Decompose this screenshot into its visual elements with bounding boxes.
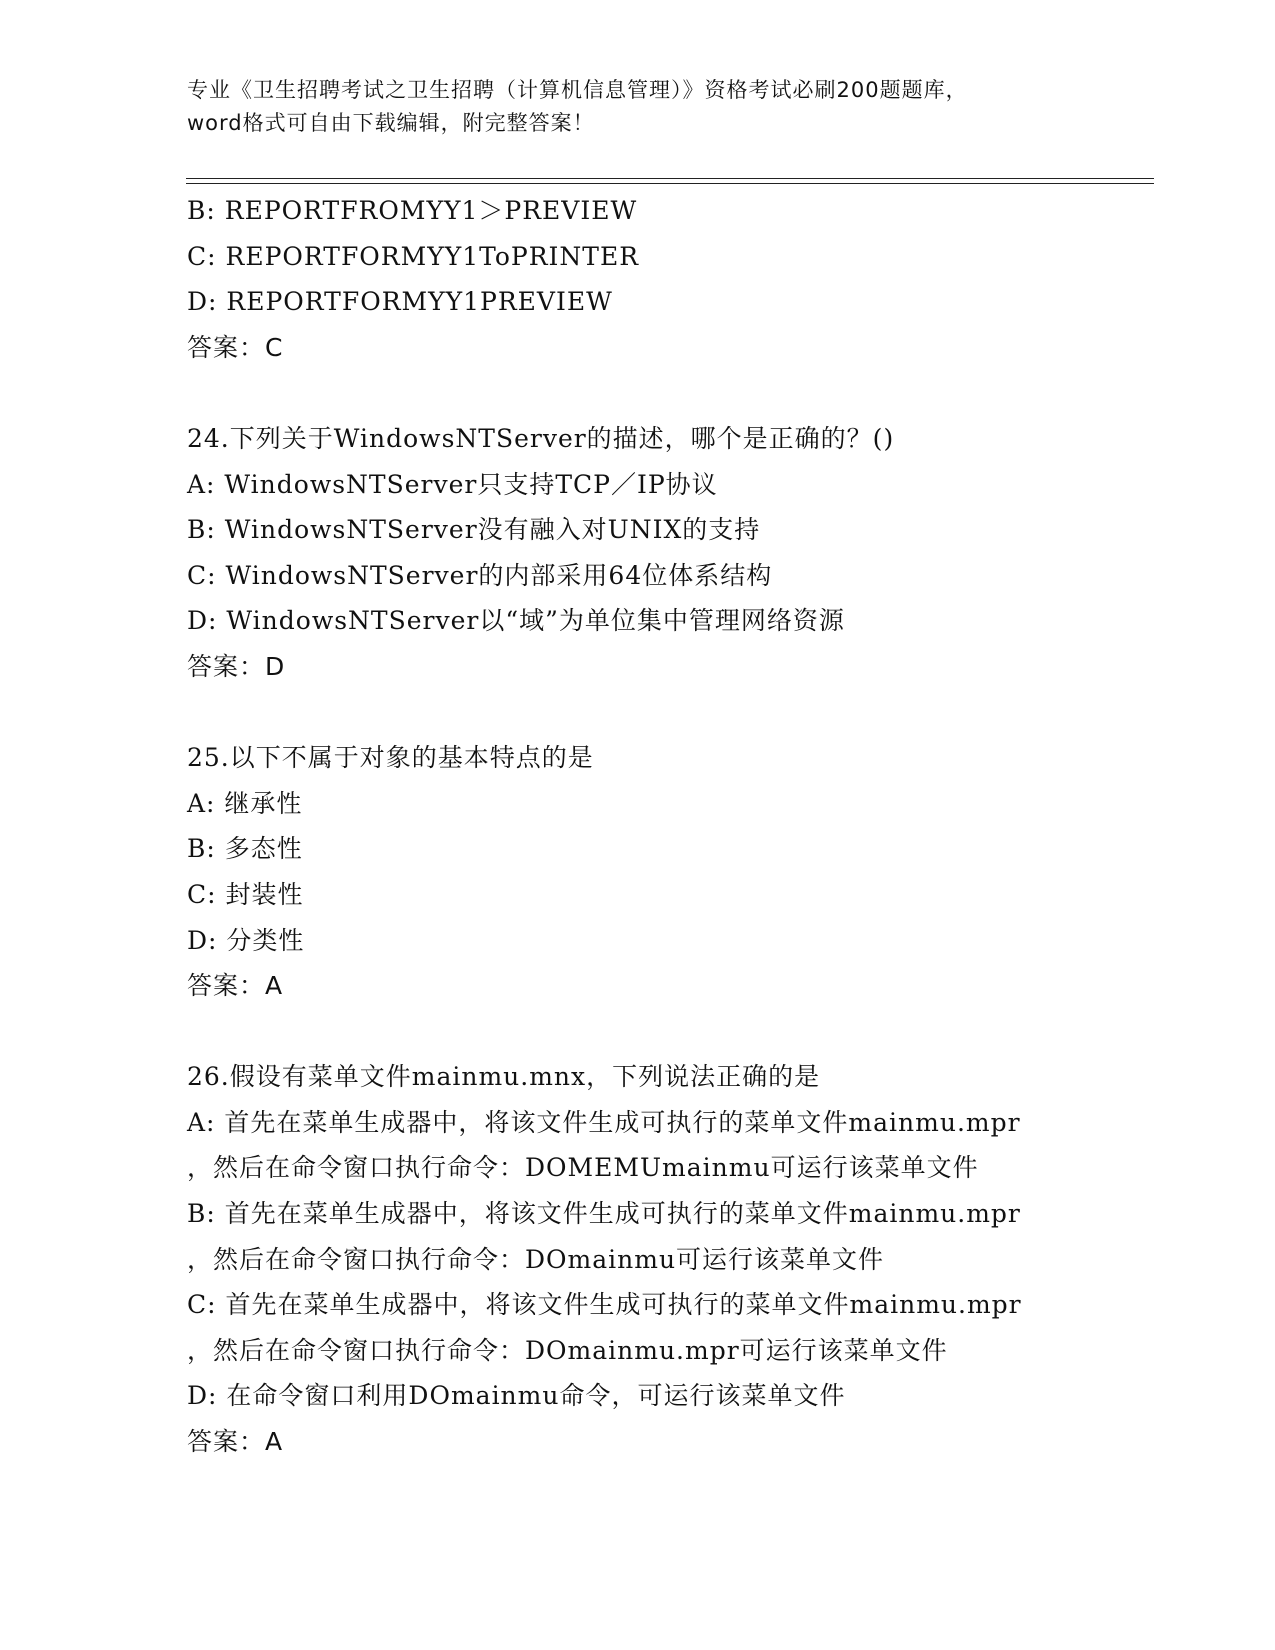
header-line-2: word格式可自由下载编辑，附完整答案！ xyxy=(187,111,595,135)
header-line-1: 专业《卫生招聘考试之卫生招聘（计算机信息管理）》资格考试必刷200题题库， xyxy=(187,78,968,102)
header-divider-bottom xyxy=(186,183,1154,184)
question-text: 26.假设有菜单文件mainmu.mnx，下列说法正确的是 xyxy=(187,1062,821,1092)
answer-line: 答案：C xyxy=(187,332,284,362)
option-b-continued: ，然后在命令窗口执行命令：DOmainmu可运行该菜单文件 xyxy=(187,1244,885,1274)
option-c: C: 封装性 xyxy=(187,879,304,909)
question-list xyxy=(187,188,1187,1465)
answer-line: 答案：A xyxy=(187,971,284,1001)
option-b: B: WindowsNTServer没有融入对UNIX的支持 xyxy=(187,515,761,545)
question-26 xyxy=(187,1054,1187,1464)
question-23-tail xyxy=(187,188,1187,370)
spacer xyxy=(187,690,1187,736)
spacer xyxy=(187,370,1187,416)
option-a-continued: ，然后在命令窗口执行命令：DOMEMUmainmu可运行该菜单文件 xyxy=(187,1153,979,1183)
option-a: A: WindowsNTServer只支持TCP／IP协议 xyxy=(187,469,718,499)
answer-line: 答案：A xyxy=(187,1427,284,1457)
answer-line: 答案：D xyxy=(187,651,286,681)
option-c: C: REPORTFORMYY1ToPRINTER xyxy=(187,241,640,271)
option-b: B: REPORTFROMYY1＞PREVIEW xyxy=(187,196,638,225)
option-a: A: 首先在菜单生成器中，将该文件生成可执行的菜单文件mainmu.mpr xyxy=(187,1107,1021,1137)
option-c: C: WindowsNTServer的内部采用64位体系结构 xyxy=(187,560,773,590)
header-divider-top xyxy=(186,178,1154,179)
option-d: D: WindowsNTServer以“域”为单位集中管理网络资源 xyxy=(187,606,845,636)
question-text: 25.以下不属于对象的基本特点的是 xyxy=(187,743,594,773)
question-25 xyxy=(187,735,1187,1009)
option-a: A: 继承性 xyxy=(187,788,303,818)
option-d: D: REPORTFORMYY1PREVIEW xyxy=(187,287,613,317)
option-b: B: 多态性 xyxy=(187,834,303,864)
option-d: D: 在命令窗口利用DOmainmu命令，可运行该菜单文件 xyxy=(187,1381,846,1411)
option-b: B: 首先在菜单生成器中，将该文件生成可执行的菜单文件mainmu.mpr xyxy=(187,1199,1021,1229)
question-24 xyxy=(187,416,1187,690)
spacer xyxy=(187,1009,1187,1055)
option-c-continued: ，然后在命令窗口执行命令：DOmainmu.mpr可运行该菜单文件 xyxy=(187,1335,948,1365)
option-d: D: 分类性 xyxy=(187,925,305,955)
question-text: 24.下列关于WindowsNTServer的描述，哪个是正确的？() xyxy=(187,423,895,453)
option-c: C: 首先在菜单生成器中，将该文件生成可执行的菜单文件mainmu.mpr xyxy=(187,1290,1022,1320)
document-header xyxy=(187,74,1087,140)
